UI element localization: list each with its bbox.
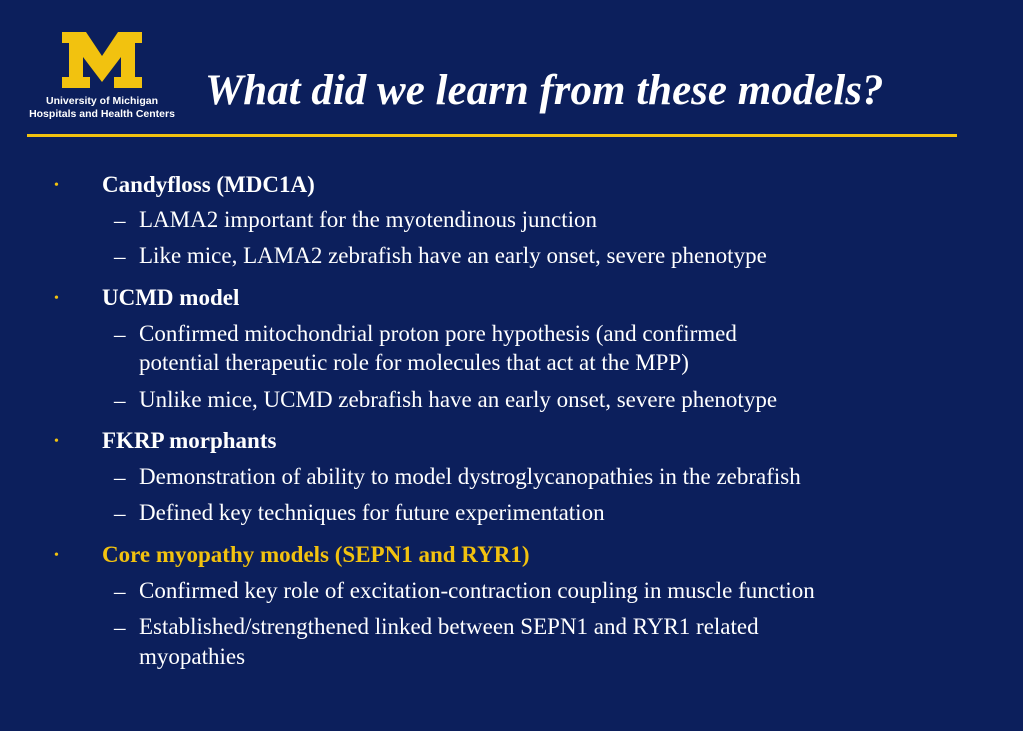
sub-dash: – xyxy=(114,322,126,347)
sub-item-text: Established/strengthened linked between SEPN1 and RYR1 related xyxy=(139,614,759,639)
sub-dash: – xyxy=(114,501,126,526)
logo-text-line1: University of Michigan xyxy=(45,95,159,107)
bullet-marker: • xyxy=(54,548,59,563)
sub-item-text: potential therapeutic role for molecules that act at the MPP) xyxy=(139,350,689,375)
slide-title: What did we learn from these models? xyxy=(205,67,884,114)
university-logo xyxy=(22,30,182,122)
sub-dash: – xyxy=(114,388,126,413)
sub-item-text: Demonstration of ability to model dystroglycanopathies in the zebrafish xyxy=(139,464,801,489)
title-divider xyxy=(27,134,957,137)
sub-item-text: Confirmed key role of excitation-contraction coupling in muscle function xyxy=(139,578,815,603)
bullet-label: FKRP morphants xyxy=(102,428,277,453)
sub-item-text: LAMA2 important for the myotendinous junction xyxy=(139,207,598,232)
sub-dash: – xyxy=(114,208,126,233)
sub-dash: – xyxy=(114,615,126,640)
sub-dash: – xyxy=(114,244,126,269)
sub-item-text: myopathies xyxy=(139,644,246,669)
bullet-label: UCMD model xyxy=(102,285,240,310)
bullet-marker: • xyxy=(54,434,59,449)
bullet-label: Core myopathy models (SEPN1 and RYR1) xyxy=(102,542,530,567)
sub-item-text: Unlike mice, UCMD zebrafish have an early onset, severe phenotype xyxy=(139,387,778,412)
block-m-logo-icon xyxy=(60,30,144,90)
sub-item-text: Like mice, LAMA2 zebrafish have an early onset, severe phenotype xyxy=(139,243,767,268)
sub-dash: – xyxy=(114,579,126,604)
logo-text-line2: Hospitals and Health Centers xyxy=(29,108,175,120)
sub-item-text: Defined key techniques for future experimentation xyxy=(139,500,605,525)
bullet-marker: • xyxy=(54,178,59,193)
bullet-marker: • xyxy=(54,291,59,306)
sub-item-text: Confirmed mitochondrial proton pore hypothesis (and confirmed xyxy=(139,321,737,346)
bullet-label: Candyfloss (MDC1A) xyxy=(102,172,315,197)
sub-dash: – xyxy=(114,465,126,490)
